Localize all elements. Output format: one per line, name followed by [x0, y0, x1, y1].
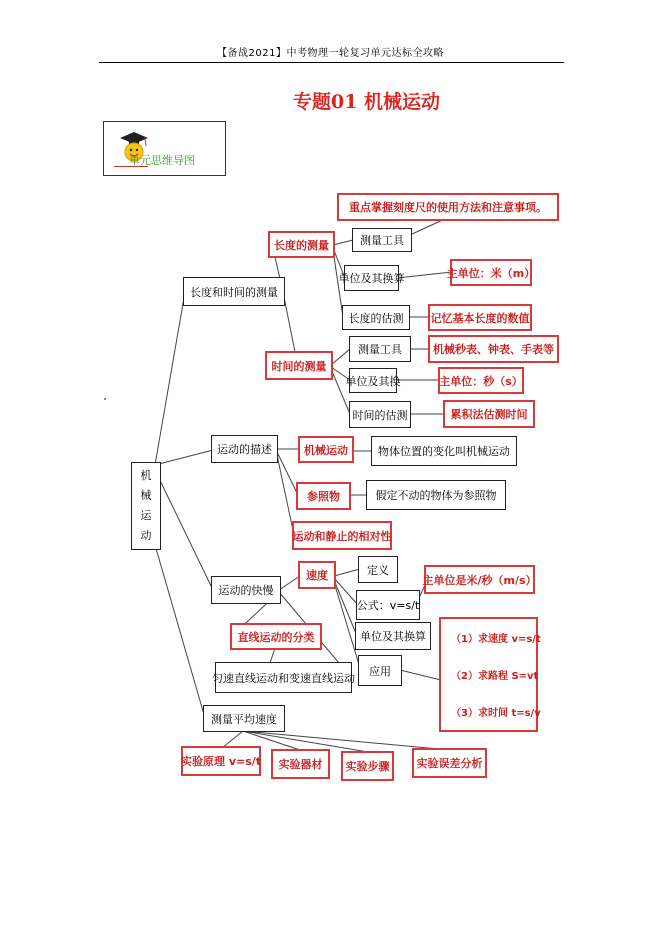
- node-experiment-equipment: 实验器材: [271, 749, 330, 779]
- node-time-measure: 时间的测量: [265, 351, 333, 380]
- node-length-estimate-note: 记忆基本长度的数值: [428, 304, 532, 331]
- node-mechanical-motion-note: 物体位置的变化叫机械运动: [371, 436, 517, 466]
- node-average-speed: 测量平均速度: [203, 705, 285, 732]
- node-experiment-error: 实验误差分析: [412, 748, 487, 778]
- node-experiment-principle: 实验原理 v=s/t: [181, 746, 261, 776]
- node-motion-speed: 运动的快慢: [211, 576, 281, 604]
- node-reference-object: 参照物: [296, 482, 351, 510]
- node-time-unit-note: 主单位：秒（s）: [438, 367, 524, 394]
- node-motion-description: 运动的描述: [211, 435, 278, 463]
- node-speed-unit: 单位及其换算: [355, 622, 431, 650]
- node-speed: 速度: [298, 561, 336, 589]
- node-length-time: 长度和时间的测量: [183, 277, 285, 306]
- root-node: [131, 462, 161, 550]
- page-title: 专题01 机械运动: [292, 91, 441, 113]
- node-relativity: 运动和静止的相对性: [292, 521, 392, 550]
- node-mechanical-motion: 机械运动: [298, 436, 354, 463]
- node-time-tool-note: 机械秒表、钟表、手表等: [428, 335, 559, 363]
- node-reference-object-note: 假定不动的物体为参照物: [366, 480, 506, 510]
- node-speed-definition: 定义: [358, 556, 398, 583]
- node-length-measure: 长度的测量: [268, 231, 335, 258]
- node-time-tool: 测量工具: [349, 336, 411, 362]
- node-speed-unit-note: 主单位是米/秒（m/s）: [424, 565, 535, 594]
- node-time-estimate-note: 累积法估测时间: [443, 400, 535, 428]
- node-length-unit: 单位及其换算: [344, 265, 399, 291]
- node-experiment-steps: 实验步骤: [341, 751, 394, 781]
- node-length-estimate: 长度的估测: [342, 305, 410, 330]
- formula-time: （3）求时间 t=s/v: [451, 708, 541, 719]
- node-speed-application: 应用: [358, 655, 402, 686]
- formula-distance: （2）求路程 S=vt: [451, 671, 539, 682]
- node-length-unit-note: 主单位：米（m）: [450, 259, 532, 286]
- node-speed-formula: 公式：v=s/t: [356, 590, 420, 620]
- node-length-tool-note: 重点掌握刻度尺的使用方法和注意事项。: [337, 193, 559, 221]
- root-label: 机械运动: [140, 469, 152, 542]
- logo-label: 单元思维导图: [129, 154, 195, 167]
- node-time-estimate: 时间的估测: [349, 401, 411, 428]
- node-time-unit: 单位及其换: [349, 368, 397, 393]
- node-motion-types: 匀速直线运动和变速直线运动: [215, 662, 352, 693]
- formula-velocity: （1）求速度 v=s/t: [451, 634, 541, 645]
- node-speed-application-notes: [439, 617, 541, 732]
- page-header: 【备战2021】中考物理一轮复习单元达标全攻略: [217, 48, 444, 59]
- node-length-tool: 测量工具: [352, 228, 412, 252]
- node-linear-motion-classification: 直线运动的分类: [230, 623, 322, 650]
